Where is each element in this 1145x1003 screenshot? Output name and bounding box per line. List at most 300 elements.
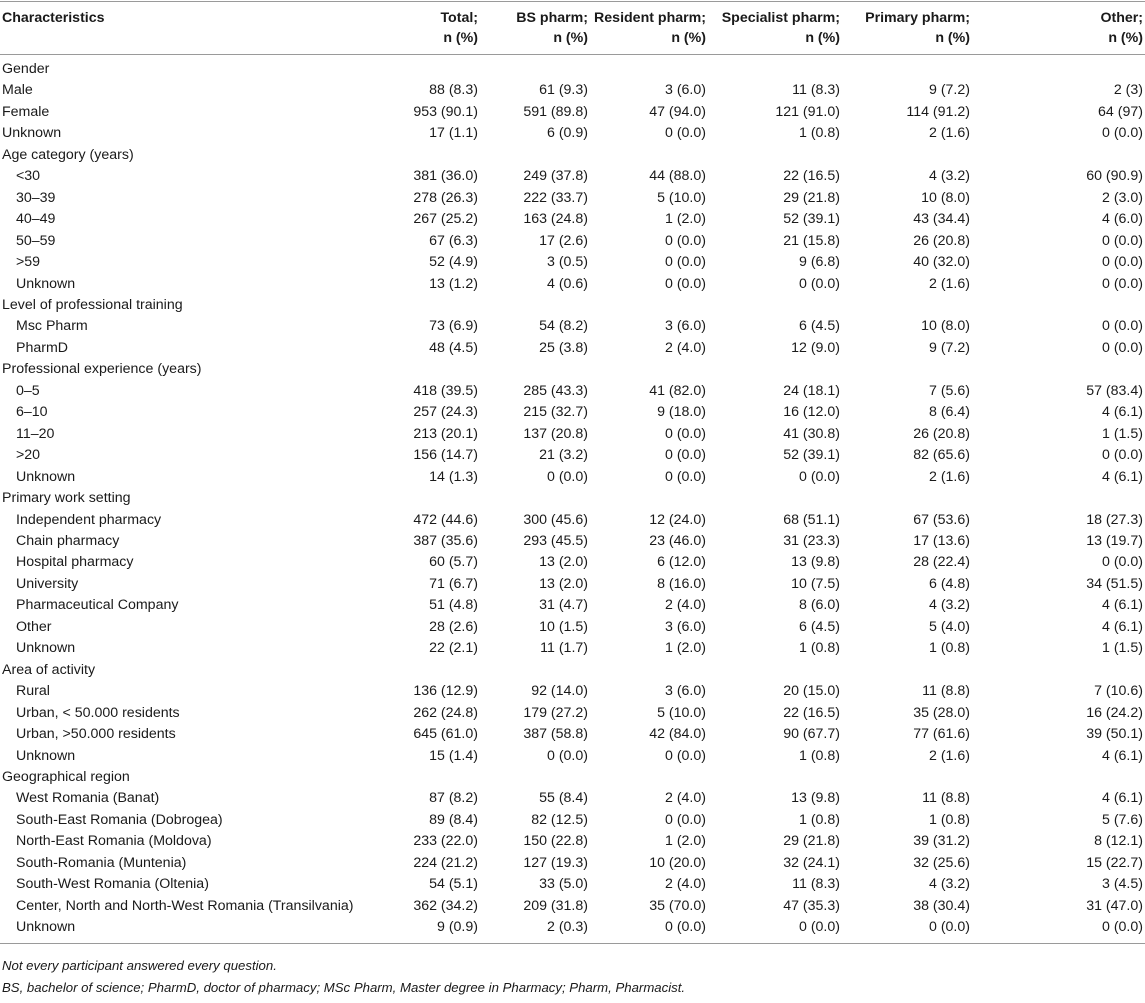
table-cell: 472 (44.6) [413, 511, 478, 528]
table-row [0, 188, 1145, 209]
table-row [0, 123, 1145, 144]
table-cell: 52 (39.1) [783, 447, 840, 464]
table-cell: 387 (58.8) [523, 726, 588, 743]
row-label: 50–59 [16, 232, 56, 249]
table-cell [708, 55, 842, 81]
row-label: Pharmaceutical Company [16, 597, 179, 614]
header-row [0, 2, 1145, 55]
table-cell: 150 (22.8) [523, 833, 588, 850]
table-cell: 43 (34.4) [913, 211, 970, 228]
row-label: Msc Pharm [16, 318, 88, 335]
table-cell: 10 (8.0) [921, 189, 970, 206]
section-label: Level of professional training [2, 296, 183, 313]
table-cell: 2 (4.0) [664, 876, 706, 893]
table-cell: 0 (0.0) [1101, 254, 1143, 271]
row-label: University [16, 575, 79, 592]
table-cell [708, 488, 842, 509]
table-cell: 0 (0.0) [664, 447, 706, 464]
table-cell: 9 (7.2) [928, 339, 970, 356]
table-cell: 55 (8.4) [539, 790, 588, 807]
table-row [0, 853, 1145, 874]
table-cell: 5 (4.0) [928, 618, 970, 635]
header-primary-pharm: Primary pharm; n (%) [842, 2, 972, 55]
table-cell: 1 (1.5) [1101, 640, 1143, 657]
table-cell: 645 (61.0) [413, 726, 478, 743]
table-cell: 3 (6.0) [664, 618, 706, 635]
table-cell: 381 (36.0) [413, 168, 478, 185]
table-cell: 362 (34.2) [413, 897, 478, 914]
section-row [0, 660, 1145, 681]
table-cell: 60 (5.7) [429, 554, 478, 571]
table-cell: 249 (37.8) [523, 168, 588, 185]
table-cell: 0 (0.0) [972, 917, 1145, 943]
table-cell: 35 (28.0) [913, 704, 970, 721]
header-total: Total; n (%) [390, 2, 480, 55]
table-cell: 15 (22.7) [1086, 854, 1143, 871]
table-cell: 20 (15.0) [783, 683, 840, 700]
table-row [0, 231, 1145, 252]
table-cell: 9 (18.0) [657, 404, 706, 421]
table-cell: 32 (24.1) [783, 854, 840, 871]
row-label: Unknown [0, 917, 390, 943]
table-row [0, 574, 1145, 595]
table-cell: 31 (47.0) [1086, 897, 1143, 914]
table-cell: 21 (3.2) [539, 447, 588, 464]
table-cell: 13 (2.0) [539, 554, 588, 571]
table-cell: 300 (45.6) [523, 511, 588, 528]
table-cell: 0 (0.0) [664, 425, 706, 442]
table-cell: 0 (0.0) [1101, 447, 1143, 464]
table-cell: 35 (70.0) [649, 897, 706, 914]
table-cell: 67 (53.6) [913, 511, 970, 528]
table-cell [708, 660, 842, 681]
table-cell: 7 (10.6) [1094, 683, 1143, 700]
table-cell: 0 (0.0) [842, 917, 972, 943]
table-cell: 6 (4.5) [798, 318, 840, 335]
row-label: >20 [16, 447, 41, 464]
table-cell [390, 488, 480, 509]
table-cell: 61 (9.3) [539, 82, 588, 99]
table-cell: 0 (0.0) [546, 468, 588, 485]
table-cell: 82 (65.6) [913, 447, 970, 464]
table-row [0, 638, 1145, 659]
row-label: Hospital pharmacy [16, 554, 134, 571]
row-label: Rural [16, 683, 50, 700]
table-cell: 4 (6.1) [1101, 597, 1143, 614]
table-cell: 22 (16.5) [783, 704, 840, 721]
table-row [0, 252, 1145, 273]
table-cell: 88 (8.3) [429, 82, 478, 99]
table-cell: 2 (4.0) [664, 597, 706, 614]
row-label: Male [2, 82, 33, 99]
row-label: Urban, < 50.000 residents [16, 704, 180, 721]
table-cell: 38 (30.4) [913, 897, 970, 914]
table-row [0, 788, 1145, 809]
table-cell [480, 660, 590, 681]
table-cell: 8 (16.0) [657, 575, 706, 592]
section-label: Primary work setting [2, 490, 131, 507]
table-cell [480, 55, 590, 81]
table-cell: 67 (6.3) [429, 232, 478, 249]
table-cell: 0 (0.0) [546, 747, 588, 764]
table-row [0, 402, 1145, 423]
table-cell: 114 (91.2) [906, 103, 970, 120]
table-cell: 2 (4.0) [664, 790, 706, 807]
table-cell: 39 (50.1) [1086, 726, 1143, 743]
table-row [0, 617, 1145, 638]
table-cell: 233 (22.0) [413, 833, 478, 850]
table-cell: 137 (20.8) [523, 425, 588, 442]
table-cell: 0 (0.0) [1101, 125, 1143, 142]
table-cell: 1 (2.0) [664, 211, 706, 228]
row-label: Center, North and North-West Romania (Transilvania) [16, 897, 354, 914]
table-cell: 1 (0.8) [798, 811, 840, 828]
table-cell: 127 (19.3) [523, 854, 588, 871]
section-label: Age category (years) [2, 146, 134, 163]
table-cell: 213 (20.1) [413, 425, 478, 442]
table-cell [708, 295, 842, 316]
table-cell: 28 (22.4) [913, 554, 970, 571]
table-cell: 12 (24.0) [649, 511, 706, 528]
table-cell: 1 (0.8) [928, 811, 970, 828]
row-label: <30 [16, 168, 41, 185]
table-cell [842, 359, 972, 380]
table-cell: 17 (13.6) [913, 532, 970, 549]
row-label: West Romania (Banat) [16, 790, 160, 807]
table-cell: 48 (4.5) [429, 339, 478, 356]
section-label: Geographical region [2, 768, 130, 785]
row-label: 0–5 [16, 382, 40, 399]
row-label: 40–49 [16, 211, 56, 228]
row-label: Chain pharmacy [16, 532, 120, 549]
table-cell: 267 (25.2) [413, 211, 478, 228]
table-cell: 92 (14.0) [531, 683, 588, 700]
row-label: South-East Romania (Dobrogea) [16, 811, 223, 828]
table-cell [590, 145, 708, 166]
table-cell: 0 (0.0) [798, 468, 840, 485]
row-label: South-Romania (Muntenia) [16, 854, 187, 871]
table-row [0, 810, 1145, 831]
table-cell: 8 (12.1) [1094, 833, 1143, 850]
table-cell: 34 (51.5) [1086, 575, 1143, 592]
table-cell: 41 (30.8) [783, 425, 840, 442]
table-cell: 3 (6.0) [664, 318, 706, 335]
table-cell: 3 (6.0) [664, 82, 706, 99]
table-cell: 52 (39.1) [783, 211, 840, 228]
table-cell: 0 (0.0) [1101, 318, 1143, 335]
table-cell [972, 359, 1145, 380]
row-label: Urban, >50.000 residents [16, 726, 176, 743]
table-cell: 2 (1.6) [928, 468, 970, 485]
table-row [0, 424, 1145, 445]
table-cell: 257 (24.3) [413, 404, 478, 421]
section-label: Area of activity [2, 661, 96, 678]
table-cell: 0 (0.0) [1101, 554, 1143, 571]
table-cell: 2 (4.0) [664, 339, 706, 356]
header-specialist-pharm: Specialist pharm; n (%) [708, 2, 842, 55]
table-cell: 40 (32.0) [913, 254, 970, 271]
table-cell: 0 (0.0) [664, 232, 706, 249]
row-label: Unknown [16, 468, 76, 485]
table-cell [842, 295, 972, 316]
table-cell: 9 (6.8) [798, 254, 840, 271]
table-row [0, 724, 1145, 745]
section-label: Gender [2, 61, 50, 77]
header-bs-pharm: BS pharm; n (%) [480, 2, 590, 55]
table-cell: 13 (1.2) [429, 275, 478, 292]
table-header [0, 2, 1145, 55]
row-label: Independent pharmacy [16, 511, 162, 528]
table-cell: 15 (1.4) [429, 747, 478, 764]
table-cell: 5 (10.0) [657, 189, 706, 206]
table-cell: 33 (5.0) [539, 876, 588, 893]
table-cell: 12 (9.0) [791, 339, 840, 356]
table-cell: 215 (32.7) [523, 404, 588, 421]
table-cell: 32 (25.6) [913, 854, 970, 871]
table-row [0, 467, 1145, 488]
table-cell [972, 488, 1145, 509]
table-cell: 2 (3.0) [1101, 189, 1143, 206]
table-row [0, 831, 1145, 852]
section-label: Professional experience (years) [2, 361, 202, 378]
table-cell [390, 295, 480, 316]
table-cell: 1 (2.0) [664, 640, 706, 657]
table-cell: 7 (5.6) [928, 382, 970, 399]
header-other: Other; n (%) [972, 2, 1145, 55]
row-label: Other [16, 618, 52, 635]
table-cell: 156 (14.7) [413, 447, 478, 464]
table-cell: 2 (0.3) [480, 917, 590, 943]
table-cell: 18 (27.3) [1086, 511, 1143, 528]
table-cell: 6 (0.9) [546, 125, 588, 142]
row-label: >59 [16, 254, 41, 271]
table-cell: 8 (6.0) [798, 597, 840, 614]
table-cell [480, 359, 590, 380]
table-cell: 13 (9.8) [791, 790, 840, 807]
table-cell: 60 (90.9) [1086, 168, 1143, 185]
table-row [0, 166, 1145, 187]
table-cell: 5 (10.0) [657, 704, 706, 721]
table-cell: 0 (0.0) [1101, 275, 1143, 292]
table-cell [390, 145, 480, 166]
table-cell [390, 660, 480, 681]
section-row [0, 488, 1145, 509]
table-cell: 121 (91.0) [775, 103, 840, 120]
table-cell: 3 (0.5) [546, 254, 588, 271]
table-cell: 13 (19.7) [1086, 532, 1143, 549]
table-cell: 953 (90.1) [413, 103, 478, 120]
table-cell [590, 767, 708, 788]
table-cell [842, 55, 972, 81]
table-cell: 11 (1.7) [540, 640, 588, 657]
table-cell: 10 (8.0) [921, 318, 970, 335]
table-cell: 0 (0.0) [664, 811, 706, 828]
table-cell: 387 (35.6) [413, 532, 478, 549]
table-cell: 591 (89.8) [523, 103, 588, 120]
table-cell: 0 (0.0) [664, 747, 706, 764]
table-cell: 71 (6.7) [429, 575, 478, 592]
table-cell: 0 (0.0) [708, 917, 842, 943]
table-cell: 6 (4.5) [798, 618, 840, 635]
table-cell: 41 (82.0) [649, 382, 706, 399]
characteristics-table [0, 1, 1145, 944]
table-cell: 52 (4.9) [429, 254, 478, 271]
table-cell: 54 (5.1) [429, 876, 478, 893]
table-cell: 0 (0.0) [664, 254, 706, 271]
table-cell: 0 (0.0) [664, 468, 706, 485]
table-cell: 1 (2.0) [664, 833, 706, 850]
table-cell: 44 (88.0) [649, 168, 706, 185]
table-row [0, 209, 1145, 230]
table-cell: 13 (9.8) [791, 554, 840, 571]
table-cell: 0 (0.0) [1101, 232, 1143, 249]
table-cell: 54 (8.2) [539, 318, 588, 335]
table-cell: 293 (45.5) [523, 532, 588, 549]
table-cell [480, 767, 590, 788]
table-cell: 51 (4.8) [429, 597, 478, 614]
table-cell: 3 (4.5) [1101, 876, 1143, 893]
table-cell: 87 (8.2) [429, 790, 478, 807]
table-cell: 224 (21.2) [413, 854, 478, 871]
table-cell: 24 (18.1) [783, 382, 840, 399]
table-cell: 26 (20.8) [913, 425, 970, 442]
table-row [0, 102, 1145, 123]
table-cell: 4 (6.1) [1101, 747, 1143, 764]
table-row [0, 552, 1145, 573]
section-row [0, 359, 1145, 380]
table-cell [590, 295, 708, 316]
table-footnotes [2, 955, 685, 999]
table-cell: 209 (31.8) [523, 897, 588, 914]
table-cell: 2 (1.6) [928, 125, 970, 142]
section-row [0, 55, 1145, 81]
table-cell: 418 (39.5) [413, 382, 478, 399]
table-cell: 82 (12.5) [531, 811, 588, 828]
table-cell [708, 145, 842, 166]
table-cell: 8 (6.4) [928, 404, 970, 421]
table-cell: 4 (3.2) [928, 597, 970, 614]
row-label: 30–39 [16, 189, 56, 206]
table-cell: 22 (2.1) [429, 640, 478, 657]
table-row [0, 595, 1145, 616]
table-cell: 285 (43.3) [523, 382, 588, 399]
table-cell [708, 767, 842, 788]
table-cell [972, 55, 1145, 81]
table-cell: 2 (3) [1113, 82, 1143, 99]
table-cell: 31 (23.3) [783, 532, 840, 549]
table-cell: 11 (8.8) [922, 790, 970, 807]
table-cell [842, 488, 972, 509]
section-row [0, 145, 1145, 166]
table-cell: 10 (7.5) [791, 575, 840, 592]
table-cell: 23 (46.0) [649, 532, 706, 549]
table-cell: 28 (2.6) [429, 618, 478, 635]
table-cell: 11 (8.3) [792, 876, 840, 893]
table-cell: 57 (83.4) [1086, 382, 1143, 399]
row-label: 6–10 [16, 404, 48, 421]
table-cell: 29 (21.8) [783, 833, 840, 850]
table-cell: 4 (0.6) [546, 275, 588, 292]
table-cell: 0 (0.0) [590, 917, 708, 943]
table-row [0, 746, 1145, 767]
table-cell: 64 (97) [1098, 103, 1143, 120]
table-cell: 179 (27.2) [523, 704, 588, 721]
table-cell: 2 (1.6) [928, 275, 970, 292]
table-row [0, 274, 1145, 295]
row-label: Unknown [16, 275, 76, 292]
table-cell: 0 (0.0) [664, 125, 706, 142]
table-cell [480, 145, 590, 166]
table-cell: 73 (6.9) [429, 318, 478, 335]
footnote: Not every participant answered every question. [2, 958, 277, 973]
row-label: South-West Romania (Oltenia) [16, 876, 209, 893]
table-row [0, 510, 1145, 531]
table-cell: 90 (67.7) [783, 726, 840, 743]
table-cell: 21 (15.8) [783, 232, 840, 249]
table-cell: 0 (0.0) [664, 275, 706, 292]
table-cell [590, 359, 708, 380]
table-body [0, 55, 1145, 944]
table-cell [972, 145, 1145, 166]
table-cell: 1 (0.8) [798, 640, 840, 657]
table-cell: 11 (8.8) [922, 683, 970, 700]
table-row [0, 531, 1145, 552]
table-cell: 17 (2.6) [539, 232, 588, 249]
table-cell: 222 (33.7) [523, 189, 588, 206]
table-cell: 31 (4.7) [539, 597, 588, 614]
table-row [0, 917, 1145, 943]
table-cell: 6 (4.8) [928, 575, 970, 592]
table-cell: 11 (8.3) [792, 82, 840, 99]
table-cell: 29 (21.8) [783, 189, 840, 206]
table-cell: 6 (12.0) [657, 554, 706, 571]
table-cell: 16 (12.0) [783, 404, 840, 421]
table-cell: 47 (94.0) [649, 103, 706, 120]
table-cell: 16 (24.2) [1086, 704, 1143, 721]
table-cell: 1 (0.8) [798, 125, 840, 142]
table-cell [972, 295, 1145, 316]
table-cell [480, 295, 590, 316]
table-cell: 9 (7.2) [928, 82, 970, 99]
table-cell: 10 (1.5) [539, 618, 588, 635]
row-label: Unknown [2, 125, 62, 142]
header-resident-pharm: Resident pharm; n (%) [590, 2, 708, 55]
table-cell: 0 (0.0) [798, 275, 840, 292]
table-cell: 1 (0.8) [798, 747, 840, 764]
table-cell [590, 488, 708, 509]
table-cell: 262 (24.8) [413, 704, 478, 721]
table-cell: 17 (1.1) [429, 125, 478, 142]
table-cell: 22 (16.5) [783, 168, 840, 185]
footnote: BS, bachelor of science; PharmD, doctor of pharmacy; MSc Pharm, Master degree in Pharmacy; Pharm, Pharmacist. [2, 980, 686, 995]
table-cell: 4 (6.0) [1101, 211, 1143, 228]
table-cell [708, 359, 842, 380]
table-cell [390, 767, 480, 788]
table-cell: 4 (6.1) [1101, 618, 1143, 635]
table-cell [842, 145, 972, 166]
table-cell: 10 (20.0) [649, 854, 706, 871]
table-cell: 0 (0.0) [1101, 339, 1143, 356]
table-cell: 5 (7.6) [1101, 811, 1143, 828]
table-cell: 68 (51.1) [783, 511, 840, 528]
table-row [0, 316, 1145, 337]
table-cell: 136 (12.9) [413, 683, 478, 700]
table-cell: 14 (1.3) [429, 468, 478, 485]
table-cell: 25 (3.8) [539, 339, 588, 356]
table-cell [390, 55, 480, 81]
table-cell [480, 488, 590, 509]
table-row [0, 445, 1145, 466]
